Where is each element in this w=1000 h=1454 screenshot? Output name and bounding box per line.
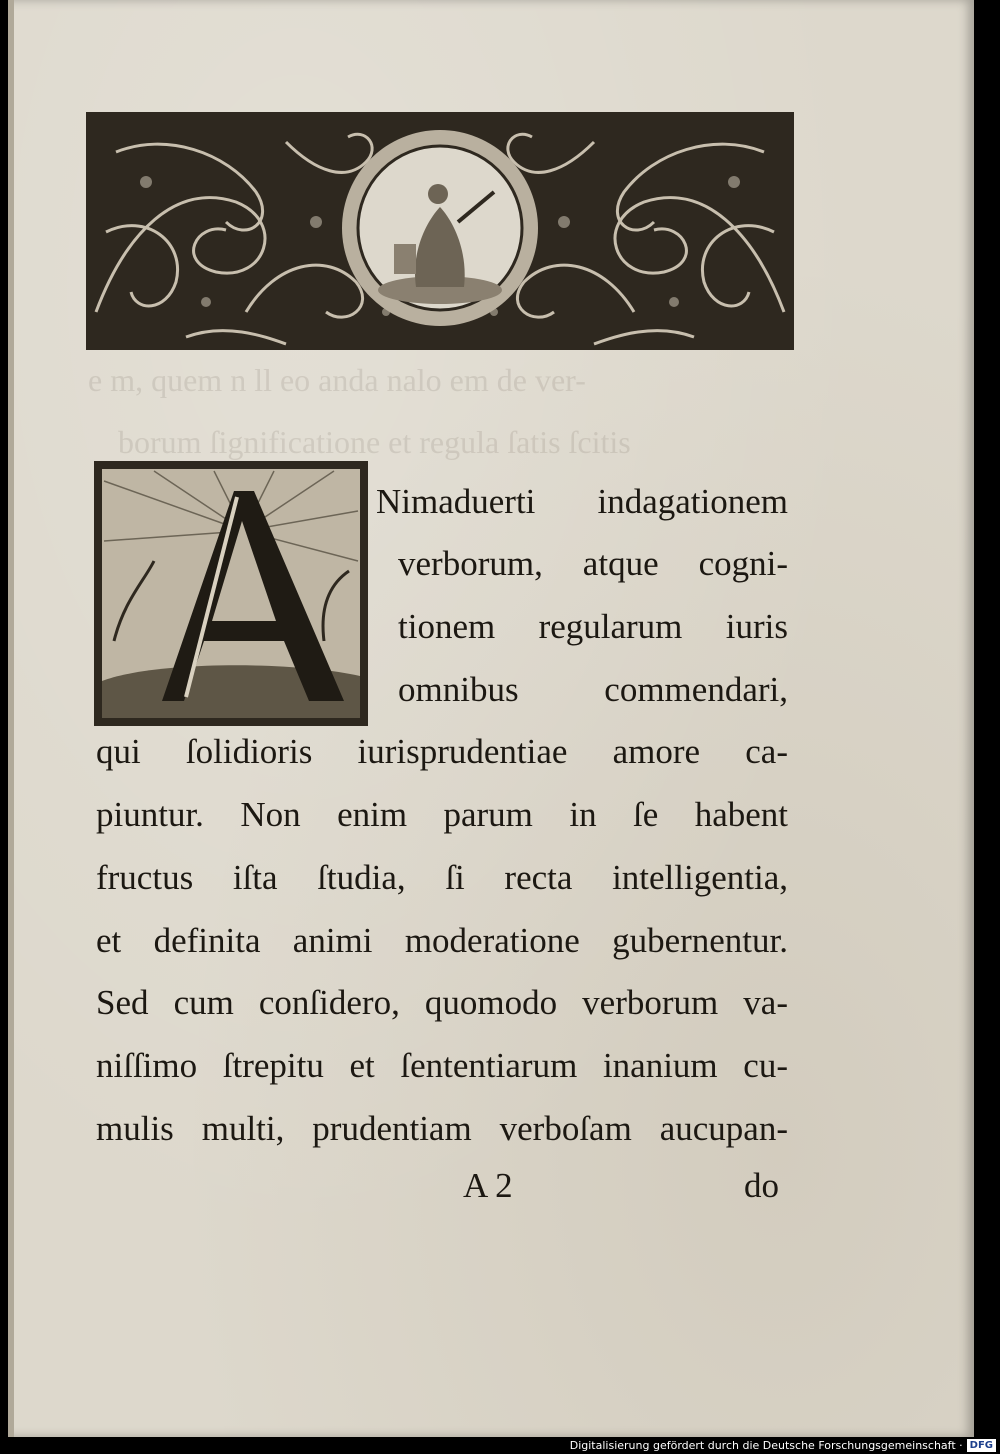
- text-line: tionem regularum iuris: [398, 607, 788, 646]
- text-line: Sed cum conſidero, quomodo verborum va-: [96, 983, 788, 1022]
- text-line: fructus iſta ſtudia, ſi recta intelligentia,: [96, 858, 788, 897]
- show-through-text: e m, quem n ll eo anda nalo em de ver-: [88, 362, 586, 398]
- text-line: niſſimo ſtrepitu et ſententiarum inanium cu-: [96, 1046, 788, 1085]
- text-line: piuntur. Non enim parum in ſe habent: [96, 795, 788, 834]
- page-edge: [8, 0, 14, 1437]
- text-line: verborum, atque cogni-: [398, 544, 788, 583]
- dfg-logo-icon: DFG: [967, 1439, 996, 1452]
- show-through-text: borum ſignificatione et regula ſatis ſcitis: [118, 424, 631, 460]
- catchword: do: [744, 1166, 779, 1205]
- text-line: Nimaduerti indagationem: [376, 482, 788, 521]
- text-line: qui ſolidioris iurisprudentiae amore ca-: [96, 732, 788, 771]
- ornamental-headpiece-icon: [86, 112, 794, 350]
- text-line: omnibus commendari,: [398, 670, 788, 709]
- text-line: et definita animi moderatione gubernentur.: [96, 921, 788, 960]
- book-page: [8, 0, 974, 1437]
- signature-mark: A 2: [463, 1166, 513, 1205]
- credit-text: Digitalisierung gefördert durch die Deutsche Forschungsgemeinschaft ·: [569, 1439, 963, 1452]
- text-line: mulis multi, prudentiam verboſam aucupan-: [96, 1109, 788, 1148]
- digitization-credit-bar: [0, 1437, 1000, 1454]
- decorated-initial-A-icon: [94, 461, 368, 726]
